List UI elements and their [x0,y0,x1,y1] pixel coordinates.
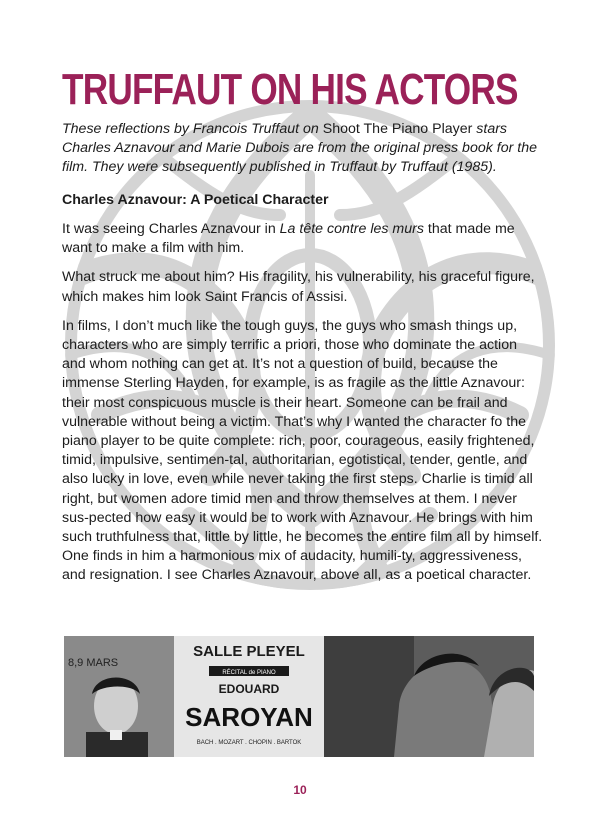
intro-text-2: stars Charles Aznavour and Marie Dubois are from the original press book for the film. They were subsequently published in Truffaut by Truffaut (1985). [62,121,537,175]
paragraph1-before: It was seeing Charles Aznavour in [62,221,280,237]
poster-last-name: SAROYAN [185,702,313,732]
poster-first-name: EDOUARD [218,682,280,696]
body-paragraph-1 [62,220,544,258]
poster-recital: RÉCITAL de PIANO [222,670,276,676]
page-number: 10 [293,783,307,797]
poster-program: BACH . MOZART . CHOPIN . BARTOK [196,740,302,746]
intro-film-title: Shoot The Piano Player [322,121,473,137]
body-paragraph-2: What struck me about him? His fragility, his vulnerability, his graceful figure, which makes him look Saint Francis of Assisi. [62,269,535,305]
page-title: TRUFFAUT ON HIS ACTORS [62,65,518,114]
paragraph1-film-title: La tête contre les murs [279,221,424,237]
body-paragraph-3: In films, I don’t much like the tough guys, the guys who smash things up, characters who are simply terrific a priori, those who dominate the action and whom nothing can get at. It’s not a question of build, because the immense Sterling Hayden, for example, is as fragile as the little Aznavour: their most conspicuous muscle is their heart. Someone can be frail and vulnerable without being a victim. That’s why I wanted the character fo the piano player to be quite complete: rich, poor, courageous, easily frightened, timid, impulsive, sentimen-tal, authoritarian, egotistical, tender, gentle, and also lucky in love, even while never taking the first steps. Charlie is timid all right, but women adore timid men and throw themselves at them. I never sus-pected how easy it would be to work with Aznavour. He brings with him such truthfulness that, little by little, he becomes the entire film all by himself. One finds in him a harmonious mix of audacity, humili-ty, aggressiveness, and resignation. I see Charles Aznavour, above all, as a poetical character. [62,317,543,584]
section-heading: Charles Aznavour: A Poetical Character [62,192,329,208]
article [62,66,544,586]
poster-venue: SALLE PLEYEL [193,643,305,660]
poster-date: 8,9 MARS [68,657,119,669]
intro-text-1: These reflections by Francois Truffaut on [62,121,323,137]
intro-paragraph [62,120,544,177]
paragraph1-after: that made me want to make a film with him. [62,221,515,257]
film-still [64,636,534,757]
